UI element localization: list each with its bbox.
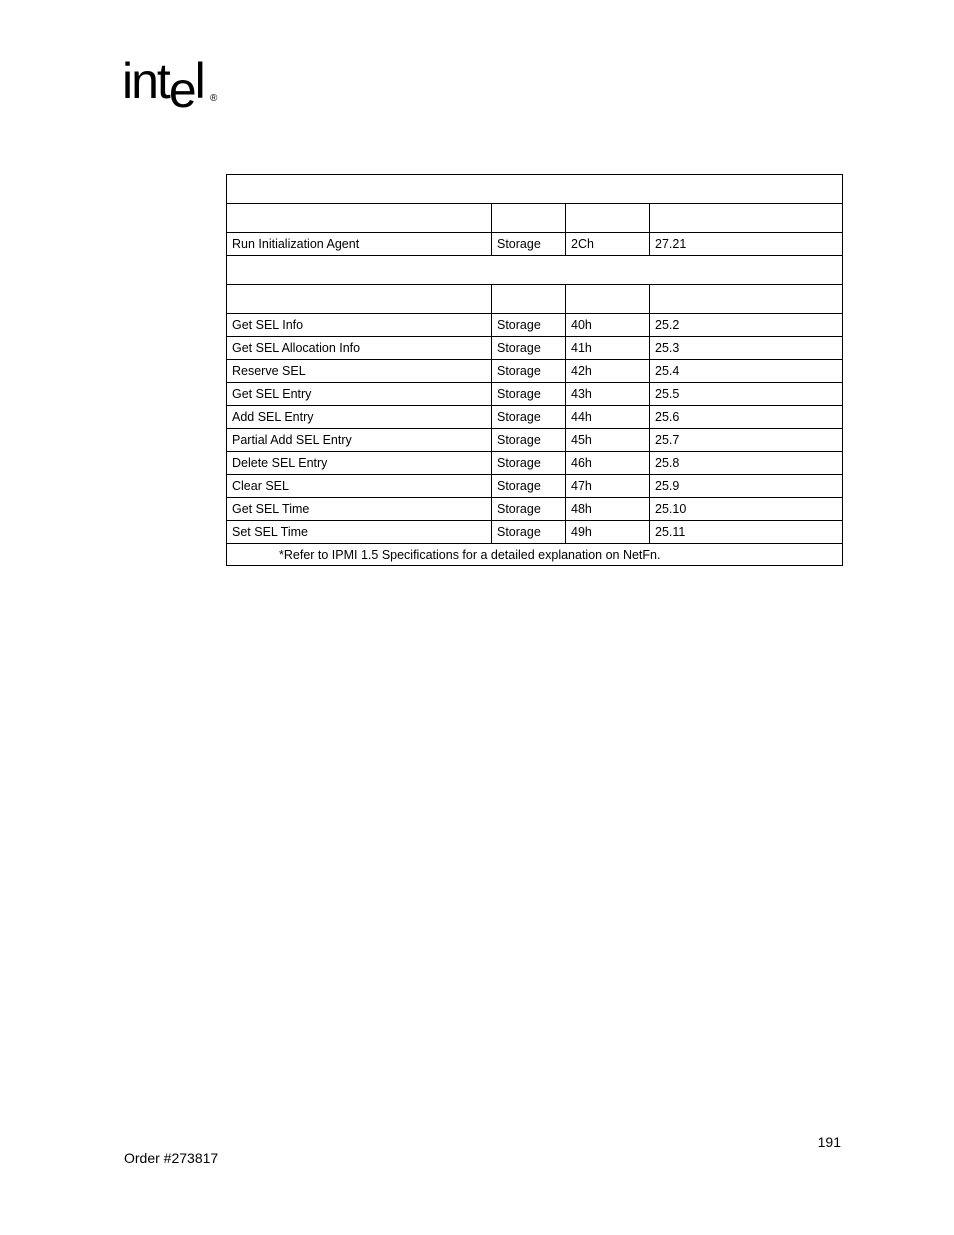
command-cell: Get SEL Allocation Info <box>227 337 492 360</box>
table-section-header <box>227 175 843 204</box>
command-cell: Get SEL Time <box>227 498 492 521</box>
cmd-code-cell: 44h <box>566 406 650 429</box>
table-row <box>227 521 843 544</box>
section-ref-cell: 25.6 <box>650 406 843 429</box>
column-header-cell <box>566 204 650 233</box>
netfn-cell: Storage <box>492 337 566 360</box>
netfn-cell: Storage <box>492 452 566 475</box>
column-header-cell <box>650 204 843 233</box>
intel-logo <box>122 53 218 118</box>
cmd-code-cell: 43h <box>566 383 650 406</box>
logo-text-int: int <box>122 53 169 109</box>
section-ref-cell: 25.9 <box>650 475 843 498</box>
command-cell: Set SEL Time <box>227 521 492 544</box>
cmd-code-cell: 46h <box>566 452 650 475</box>
section-ref-cell: 25.5 <box>650 383 843 406</box>
cmd-code-cell: 45h <box>566 429 650 452</box>
table-row <box>227 337 843 360</box>
section-header-cell <box>227 175 843 204</box>
page-number: 191 <box>817 1134 841 1150</box>
column-header-cell <box>227 285 492 314</box>
netfn-cell: Storage <box>492 406 566 429</box>
command-table <box>226 174 843 566</box>
netfn-cell: Storage <box>492 475 566 498</box>
netfn-cell: Storage <box>492 429 566 452</box>
table-row <box>227 383 843 406</box>
section-ref-cell: 25.7 <box>650 429 843 452</box>
command-cell: Reserve SEL <box>227 360 492 383</box>
section-ref-cell: 25.10 <box>650 498 843 521</box>
table-column-header-row <box>227 204 843 233</box>
group2-rows <box>227 314 843 544</box>
registered-mark: ® <box>210 93 218 104</box>
command-cell: Get SEL Info <box>227 314 492 337</box>
section-ref-cell: 25.11 <box>650 521 843 544</box>
cmd-code-cell: 41h <box>566 337 650 360</box>
command-cell: Add SEL Entry <box>227 406 492 429</box>
order-number: Order #273817 <box>124 1150 219 1166</box>
netfn-cell: Storage <box>492 233 566 256</box>
group1-rows <box>227 233 843 256</box>
table-section-header <box>227 256 843 285</box>
footnote-row <box>227 544 843 566</box>
table-row <box>227 233 843 256</box>
column-header-cell <box>492 285 566 314</box>
cmd-code-cell: 42h <box>566 360 650 383</box>
column-header-cell <box>227 204 492 233</box>
command-cell: Run Initialization Agent <box>227 233 492 256</box>
section-ref-cell: 27.21 <box>650 233 843 256</box>
table-row <box>227 406 843 429</box>
table-footnote: *Refer to IPMI 1.5 Specifications for a detailed explanation on NetFn. <box>227 544 843 566</box>
netfn-cell: Storage <box>492 360 566 383</box>
logo-text-e: e <box>168 62 195 118</box>
cmd-code-cell: 2Ch <box>566 233 650 256</box>
netfn-cell: Storage <box>492 498 566 521</box>
cmd-code-cell: 48h <box>566 498 650 521</box>
cmd-code-cell: 47h <box>566 475 650 498</box>
command-cell: Partial Add SEL Entry <box>227 429 492 452</box>
netfn-cell: Storage <box>492 521 566 544</box>
table-row <box>227 360 843 383</box>
command-cell: Clear SEL <box>227 475 492 498</box>
section-ref-cell: 25.4 <box>650 360 843 383</box>
column-header-cell <box>492 204 566 233</box>
column-header-cell <box>650 285 843 314</box>
table-row <box>227 314 843 337</box>
table-column-header-row <box>227 285 843 314</box>
netfn-cell: Storage <box>492 314 566 337</box>
netfn-cell: Storage <box>492 383 566 406</box>
section-ref-cell: 25.3 <box>650 337 843 360</box>
command-cell: Delete SEL Entry <box>227 452 492 475</box>
section-header-cell <box>227 256 843 285</box>
section-ref-cell: 25.2 <box>650 314 843 337</box>
table-row <box>227 475 843 498</box>
table-row <box>227 429 843 452</box>
section-ref-cell: 25.8 <box>650 452 843 475</box>
table-row <box>227 452 843 475</box>
table-row <box>227 498 843 521</box>
logo-text-l: l <box>194 53 204 109</box>
cmd-code-cell: 49h <box>566 521 650 544</box>
command-cell: Get SEL Entry <box>227 383 492 406</box>
cmd-code-cell: 40h <box>566 314 650 337</box>
column-header-cell <box>566 285 650 314</box>
